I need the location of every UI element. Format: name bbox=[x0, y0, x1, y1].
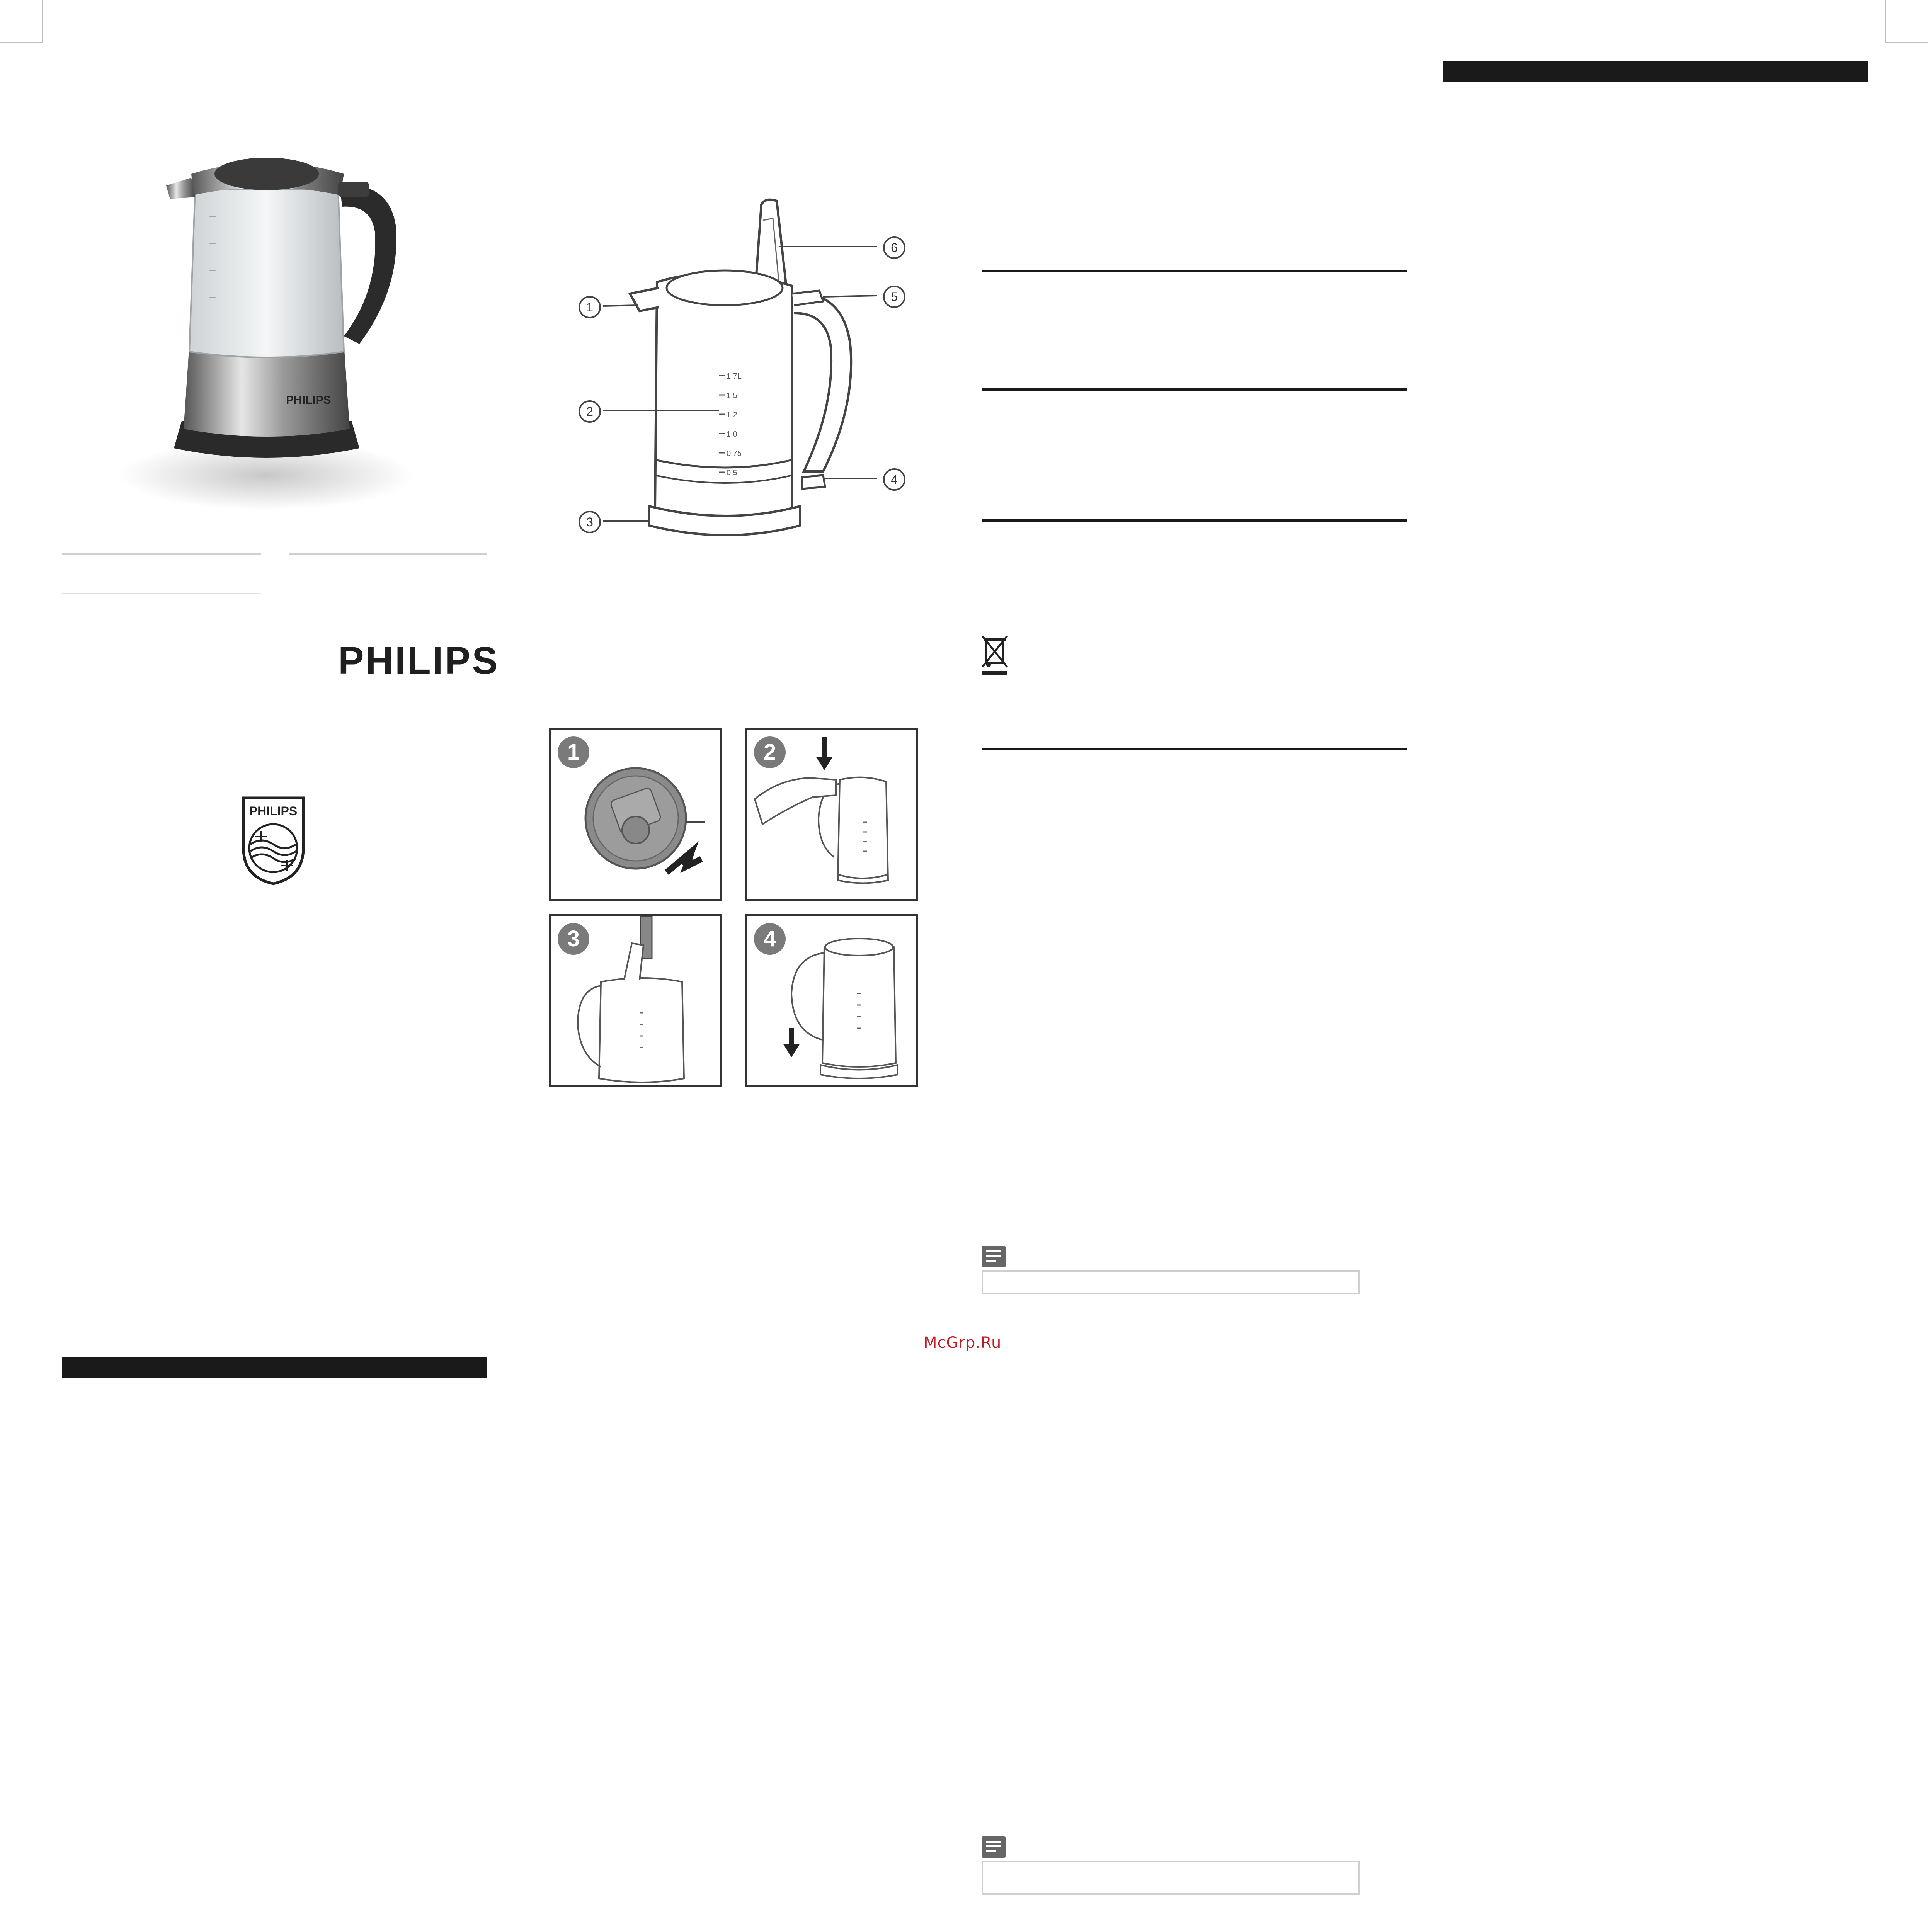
step-1-figure bbox=[549, 728, 722, 901]
callout-5: 5 bbox=[883, 286, 905, 308]
crossed-out-wheelie-bin-icon bbox=[981, 634, 1009, 676]
filling-kettle-illustration bbox=[551, 916, 721, 1086]
scale-mark: 1.5 bbox=[727, 391, 737, 400]
section-rule bbox=[982, 748, 1407, 750]
kettle-base-illustration bbox=[574, 753, 713, 892]
step-number: 1 bbox=[558, 736, 589, 768]
cover-rule bbox=[289, 553, 487, 555]
crop-mark bbox=[0, 42, 43, 43]
scale-mark: 1.7L bbox=[727, 372, 742, 381]
note-icon bbox=[982, 1836, 1006, 1858]
philips-shield-logo bbox=[240, 794, 307, 887]
section-rule bbox=[982, 519, 1407, 522]
crop-mark bbox=[42, 0, 43, 43]
cover-rule bbox=[62, 553, 261, 555]
callout-6: 6 bbox=[883, 236, 905, 259]
kettle-parts-diagram bbox=[572, 189, 920, 556]
placing-kettle-on-base-illustration bbox=[747, 916, 917, 1086]
section-bar bbox=[1443, 61, 1868, 82]
step-number: 4 bbox=[754, 923, 786, 955]
scale-mark: 1.2 bbox=[727, 411, 737, 419]
step-number: 2 bbox=[754, 736, 786, 768]
svg-text:PHILIPS: PHILIPS bbox=[286, 394, 331, 406]
callout-3: 3 bbox=[579, 511, 601, 533]
note-box bbox=[982, 1861, 1360, 1895]
section-rule bbox=[982, 270, 1407, 272]
philips-wordmark: PHILIPS bbox=[338, 639, 499, 682]
callout-4: 4 bbox=[883, 468, 905, 491]
note-icon bbox=[982, 1246, 1006, 1267]
crop-mark bbox=[1885, 42, 1928, 43]
crop-mark bbox=[1885, 0, 1886, 43]
section-bar bbox=[62, 1357, 487, 1378]
note-box bbox=[982, 1270, 1360, 1294]
step-number: 3 bbox=[558, 923, 589, 955]
callout-2: 2 bbox=[579, 400, 601, 423]
step-4-figure bbox=[745, 914, 918, 1087]
callout-1: 1 bbox=[579, 296, 601, 318]
hand-opening-lid-illustration bbox=[747, 730, 917, 900]
kettle-product-photo bbox=[112, 128, 437, 522]
section-rule bbox=[982, 388, 1407, 391]
shield-wordmark: PHILIPS bbox=[249, 804, 298, 818]
scale-mark: 1.0 bbox=[727, 430, 737, 439]
scale-mark: 0.75 bbox=[727, 449, 742, 458]
scale-mark: 0.5 bbox=[727, 469, 737, 477]
cover-rule-short bbox=[62, 593, 261, 594]
step-2-figure bbox=[745, 728, 918, 901]
watermark-text: McGrp.Ru bbox=[924, 1334, 1002, 1352]
step-3-figure bbox=[549, 914, 722, 1087]
